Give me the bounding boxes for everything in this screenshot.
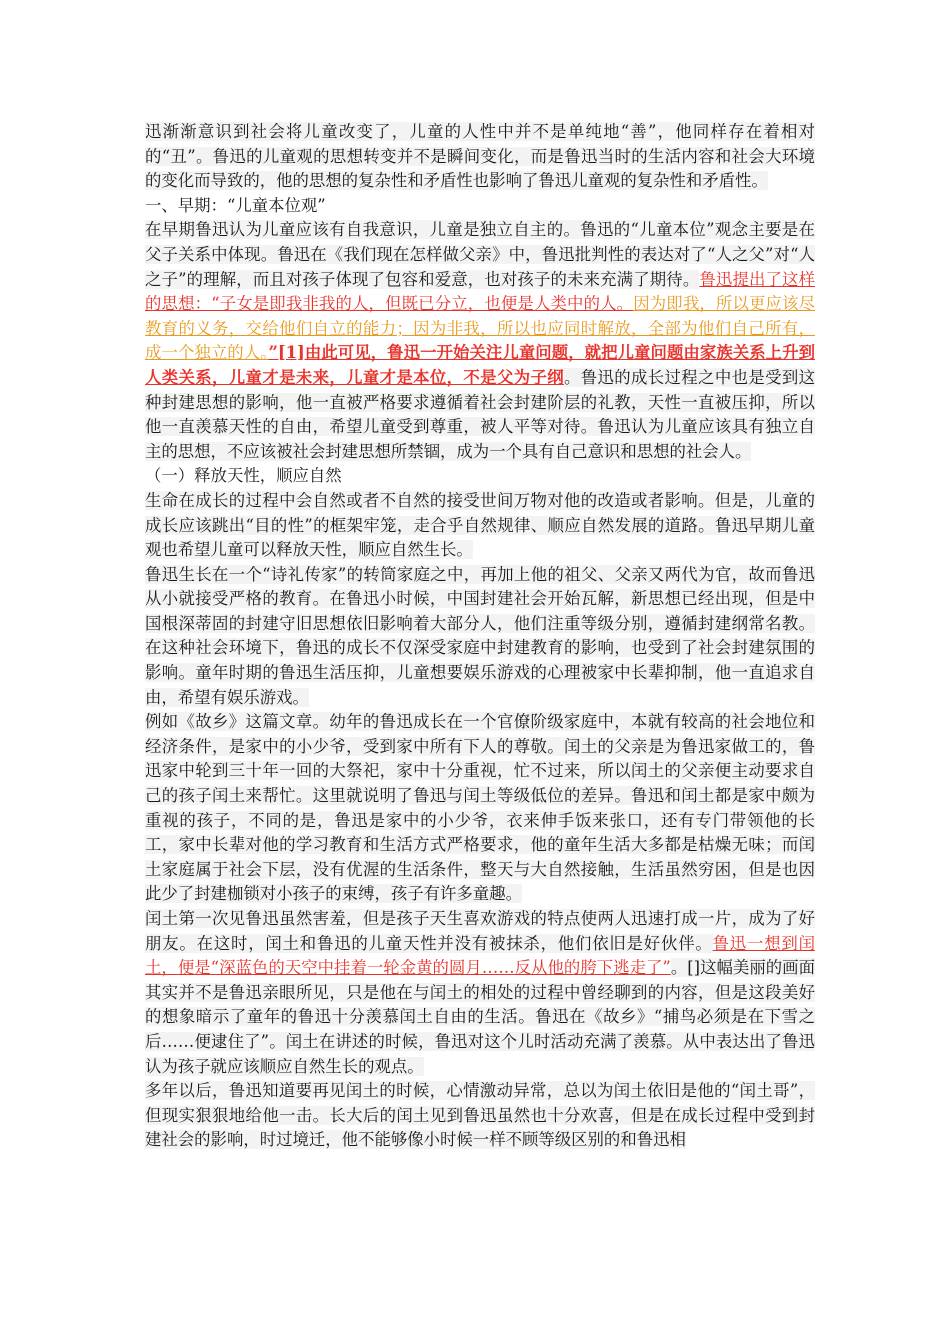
paragraph-growth: 生命在成长的过程中会自然或者不自然的接受世间万物对他的改造或者影响。但是，儿童的成长应该跳出“目的性”的框架牢笼，走合乎自然规律、顺应自然发展的道路。鲁迅早期儿童观也希望儿童可以释放天性，顺应自然生长。 — [145, 490, 815, 560]
quote-highlight-conclusion: ”[1]由此可见，鲁迅一开始关注儿童问题，就把儿童问题由家族关系上升到人类关系，儿童才是未来，儿童才是本位，不是父为子纲 — [145, 343, 815, 387]
paragraph-text: 。鲁迅的成长过程之中也是受到这种封建思想的影响，他一直被严格要求遵循着社会封建阶层的礼教，天性一直被压抑，所以他一直羡慕天性的自由，希望儿童受到尊重，被人平等对待。鲁迅认为儿童应该具有独立自主的思想，不应该被社会封建思想所禁锢，成为一个具有自己意识和思想的社会人。 — [145, 367, 816, 461]
paragraph-text: 在早期鲁迅认为儿童应该有自我意识，儿童是独立自主的。鲁迅的“儿童本位”观念主要是在父子关系中体现。鲁迅在《我们现在怎样做父亲》中，鲁迅批判性的表达对了“人之父”对“人之子”的理解，而且对孩子体现了包容和爱意，也对孩子的未来充满了期待。 — [145, 220, 815, 289]
quote-highlight-orange: 因为即我，所以更应该尽教育的义务，交给他们自立的能力；因为非我，所以也应同时解放，全部为他们自己所有，成一个独立的人。 — [145, 294, 815, 363]
paragraph-reunion: 多年以后，鲁迅知道要再见闰土的时候，心情激动异常，总以为闰土依旧是他的“闰土哥”，但现实狠狠地给他一击。长大后的闰土见到鲁迅虽然也十分欢喜，但是在成长过程中受到封建社会的影响，时过境迁，他不能够像小时候一样不顾等级区别的和鲁迅相 — [145, 1081, 815, 1150]
paragraph-child-centered — [145, 218, 815, 464]
paragraph-runtu — [145, 907, 815, 1079]
paragraph-text: 。[]这幅美丽的画面其实并不是鲁迅亲眼所见，只是他在与闰土的相处的过程中曾经聊到的内容，但是这段美好的想象暗示了童年的鲁迅十分羡慕闰土自由的生活。鲁迅在《故乡》“捕鸟必须是在下雪之后……便逮住了”。闰土在讲述的时候，鲁迅对这个儿时活动充满了羡慕。从中表达出了鲁迅认为孩子就应该顺应自然生长的观点。 — [145, 958, 815, 1076]
quote-highlight-red: 鲁迅一想到闰土，便是“深蓝色的天空中挂着一轮金黄的圆月……反从他的胯下逃走了” — [145, 933, 816, 978]
paragraph-hometown: 例如《故乡》这篇文章。幼年的鲁迅成长在一个官僚阶级家庭中，本就有较高的社会地位和经济条件，是家中的小少爷，受到家中所有下人的尊敬。闰土的父亲是为鲁迅家做工的，鲁迅家中轮到三十年一回的大祭祀，家中十分重视，忙不过来，所以闰土的父亲便主动要求自己的孩子闰土来帮忙。这里就说明了鲁迅与闰土等级低位的差异。鲁迅和闰土都是家中颇为重视的孩子，不同的是，鲁迅是家中的小少爷，衣来伸手饭来张口，还有专门带领他的长工，家中长辈对他的学习教育和生活方式严格要求，他的童年生活大多都是枯燥无味；而闰土家庭属于社会下层，没有优渥的生活条件，整天与大自然接触，生活虽然穷困，但是也因此少了封建枷锁对小孩子的束缚，孩子有许多童趣。 — [145, 712, 815, 904]
paragraph-intro: 迅渐渐意识到社会将儿童改变了，儿童的人性中并不是单纯地“善”，他同样存在着相对的“丑”。鲁迅的儿童观的思想转变并不是瞬间变化，而是鲁迅当时的生活内容和社会大环境的变化而导致的，他的思想的复杂性和矛盾性也影响了鲁迅儿童观的复杂性和矛盾性。 — [145, 122, 815, 191]
document-body — [145, 120, 815, 1153]
subsection-heading-nature: （一）释放天性，顺应自然 — [145, 466, 342, 486]
paragraph-family: 鲁迅生长在一个“诗礼传家”的转筒家庭之中，再加上他的祖父、父亲又两代为官，故而鲁迅从小就接受严格的教育。在鲁迅小时候，中国封建社会开始瓦解，新思想已经出现，但是中国根深蒂固的封建守旧思想依旧影响着大部分人，他们注重等级分别，遵循封建纲常名教。在这种社会环境下，鲁迅的成长不仅深受家庭中封建教育的影响，也受到了社会封建氛围的影响。童年时期的鲁迅生活压抑，儿童想要娱乐游戏的心理被家中长辈抑制，他一直追求自由，希望有娱乐游戏。 — [145, 564, 815, 707]
section-heading-early: 一、早期：“儿童本位观” — [145, 195, 326, 215]
paragraph-text: 闰土第一次见鲁迅虽然害羞，但是孩子天生喜欢游戏的特点使两人迅速打成一片，成为了好朋友。在这时，闰土和鲁迅的儿童天性并没有被抹杀，他们依旧是好伙伴。 — [145, 909, 815, 953]
quote-highlight-red: 鲁迅提出了这样的思想：“子女是即我非我的人，但既已分立，也便是人类中的人。 — [145, 269, 815, 314]
